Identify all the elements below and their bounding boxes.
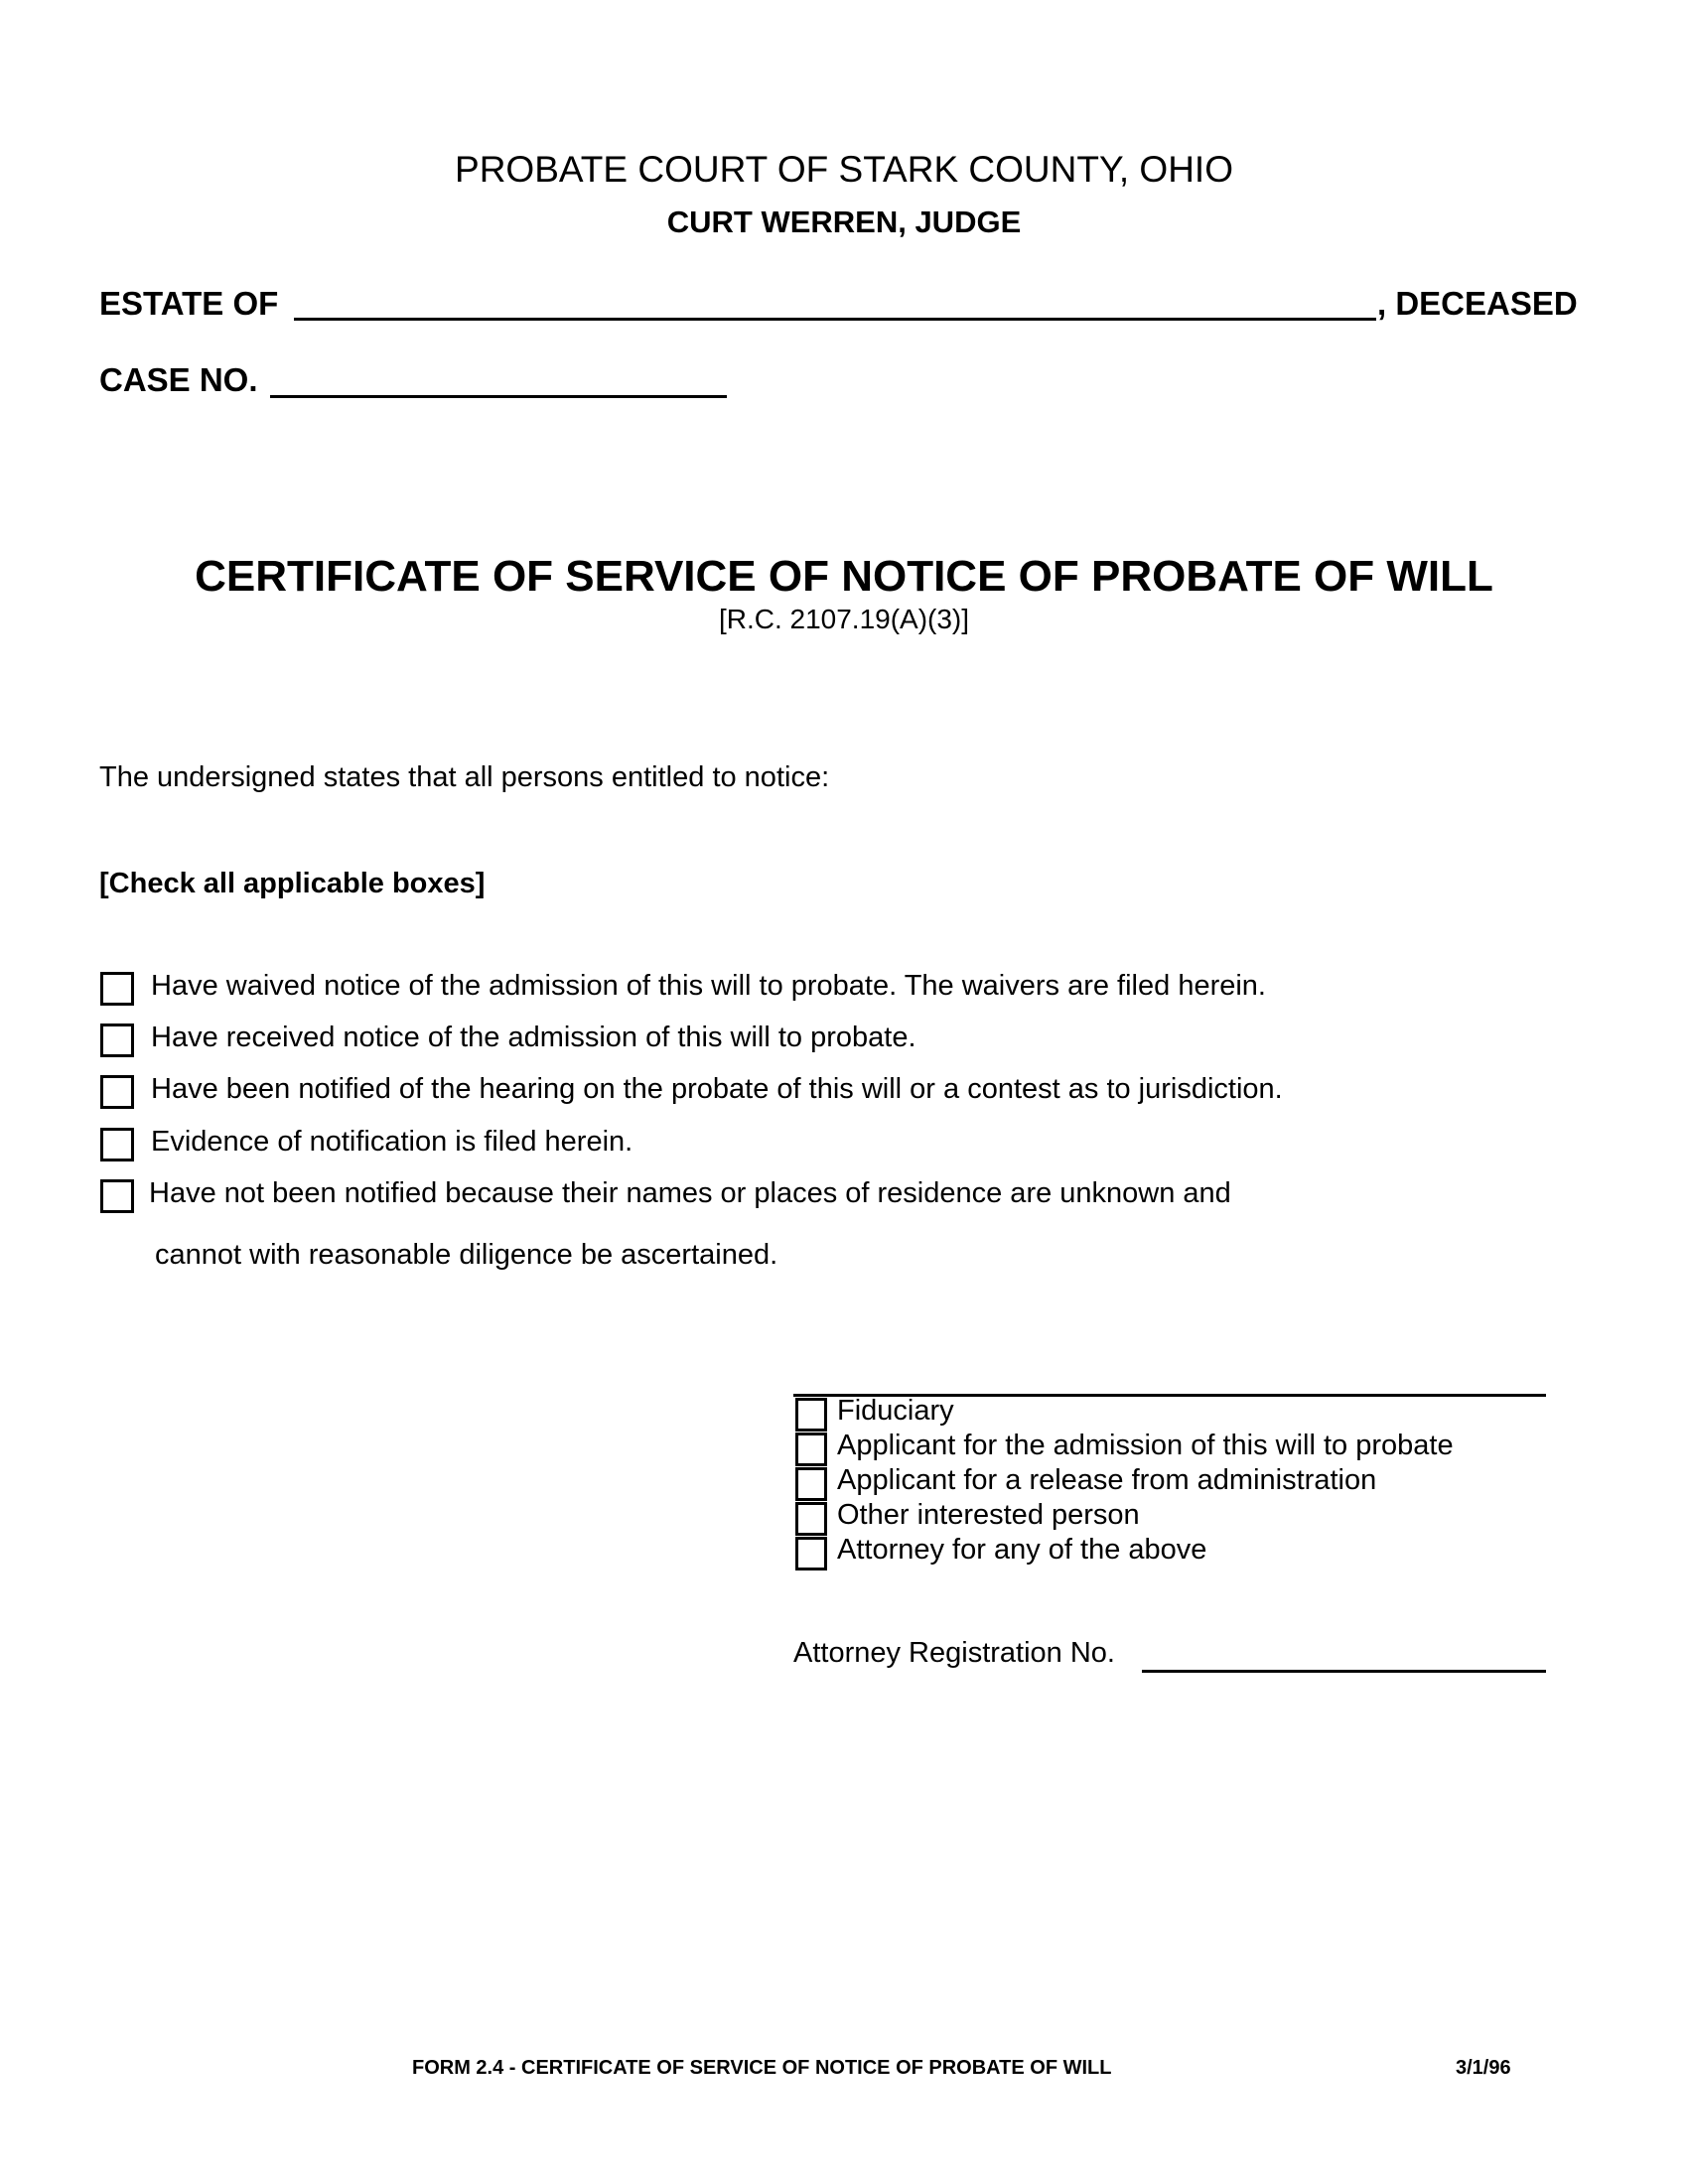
instruction-text: [Check all applicable boxes] bbox=[99, 868, 486, 899]
option-received-label: Have received notice of the admission of this will to probate. bbox=[151, 1022, 916, 1053]
footer-revision-date: 3/1/96 bbox=[1456, 2057, 1511, 2079]
option-not-notified-checkbox[interactable] bbox=[100, 1179, 134, 1213]
option-evidence-filed-checkbox[interactable] bbox=[100, 1128, 134, 1161]
court-name: PROBATE COURT OF STARK COUNTY, OHIO bbox=[455, 149, 1233, 190]
role-fiduciary-checkbox[interactable] bbox=[795, 1398, 827, 1432]
estate-of-label: ESTATE OF bbox=[99, 285, 279, 322]
option-received-checkbox[interactable] bbox=[100, 1024, 134, 1057]
role-interested-person-label: Other interested person bbox=[837, 1499, 1140, 1531]
option-waived-label: Have waived notice of the admission of this will to probate. The waivers are filed herein. bbox=[151, 970, 1266, 1002]
judge-name: CURT WERREN, JUDGE bbox=[666, 205, 1022, 239]
option-hearing-notified-label: Have been notified of the hearing on the probate of this will or a contest as to jurisdiction. bbox=[151, 1073, 1283, 1105]
case-number-field[interactable] bbox=[270, 365, 727, 398]
role-attorney-checkbox[interactable] bbox=[795, 1537, 827, 1570]
intro-text: The undersigned states that all persons entitled to notice: bbox=[99, 761, 830, 793]
footer-form-name: FORM 2.4 - CERTIFICATE OF SERVICE OF NOTICE OF PROBATE OF WILL bbox=[412, 2057, 1112, 2079]
attorney-registration-field[interactable] bbox=[1142, 1640, 1546, 1673]
role-applicant-release-label: Applicant for a release from administration bbox=[837, 1464, 1377, 1496]
role-fiduciary-label: Fiduciary bbox=[837, 1395, 954, 1427]
role-interested-person-checkbox[interactable] bbox=[795, 1502, 827, 1536]
statute-reference: [R.C. 2107.19(A)(3)] bbox=[718, 604, 970, 634]
option-hearing-notified-checkbox[interactable] bbox=[100, 1075, 134, 1109]
role-applicant-admission-checkbox[interactable] bbox=[795, 1433, 827, 1466]
option-waived-checkbox[interactable] bbox=[100, 972, 134, 1006]
form-title: CERTIFICATE OF SERVICE OF NOTICE OF PROBATE OF WILL bbox=[195, 552, 1493, 601]
role-attorney-label: Attorney for any of the above bbox=[837, 1534, 1207, 1566]
option-not-notified-label: Have not been notified because their names or places of residence are unknown and bbox=[149, 1177, 1231, 1209]
case-no-label: CASE NO. bbox=[99, 361, 258, 398]
option-not-notified-continuation: cannot with reasonable diligence be ascertained. bbox=[155, 1239, 778, 1271]
estate-name-field[interactable] bbox=[294, 288, 1376, 321]
option-evidence-filed-label: Evidence of notification is filed herein. bbox=[151, 1126, 633, 1158]
role-applicant-release-checkbox[interactable] bbox=[795, 1467, 827, 1501]
signature-line[interactable] bbox=[793, 1360, 1546, 1397]
attorney-registration-label: Attorney Registration No. bbox=[793, 1637, 1115, 1669]
role-applicant-admission-label: Applicant for the admission of this will to probate bbox=[837, 1430, 1454, 1461]
deceased-label: , DECEASED bbox=[1377, 285, 1578, 322]
